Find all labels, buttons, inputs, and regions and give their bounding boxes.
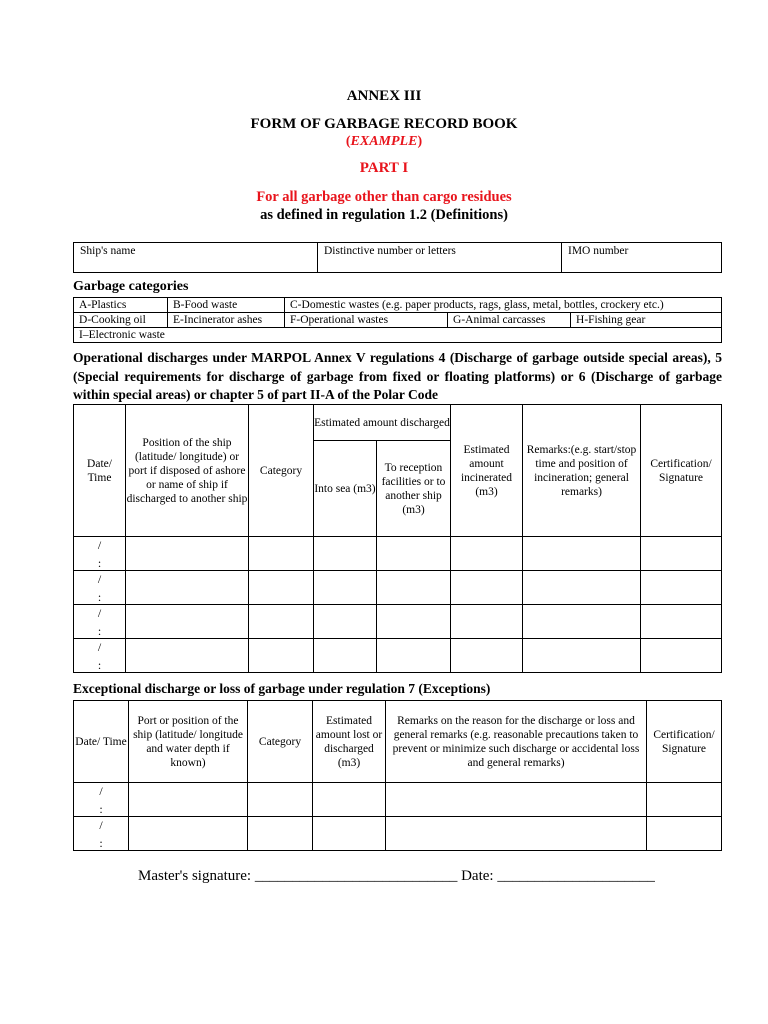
row-reception-cell[interactable] <box>377 537 451 571</box>
ex-col-remarks: Remarks on the reason for the discharge or loss and general remarks (e.g. reasonable precautions taken to prevent or minimize such discharge or accidental loss and general remarks) <box>386 701 647 783</box>
table-row <box>74 537 722 571</box>
subtitle-red: For all garbage other than cargo residues <box>256 189 512 205</box>
imo-number-field[interactable]: IMO number <box>562 243 722 273</box>
row-incinerated-cell[interactable] <box>451 571 523 605</box>
row-position-cell[interactable] <box>126 639 249 673</box>
table-row <box>74 571 722 605</box>
row-into-sea-cell[interactable] <box>314 639 377 673</box>
row-date-cell[interactable]: / : <box>74 817 129 851</box>
category-a: A-Plastics <box>74 298 168 313</box>
table-row <box>74 817 722 851</box>
row-position-cell[interactable] <box>126 537 249 571</box>
ship-name-field[interactable]: Ship's name <box>74 243 318 273</box>
date-field[interactable]: _____________________ <box>497 868 655 884</box>
row-certification-cell[interactable] <box>641 639 722 673</box>
date-label: Date: <box>461 868 494 884</box>
row-incinerated-cell[interactable] <box>451 537 523 571</box>
form-title: FORM OF GARBAGE RECORD BOOK <box>250 116 518 132</box>
op-col-certification: Certification/ Signature <box>641 405 722 537</box>
master-signature-field[interactable]: ___________________________ <box>254 868 458 884</box>
op-col-position: Position of the ship (latitude/ longitude) or port if disposed of ashore or name of ship if discharged to another ship <box>126 405 249 537</box>
row-amount-cell[interactable] <box>313 783 386 817</box>
ex-col-category: Category <box>248 701 313 783</box>
table-row <box>74 605 722 639</box>
row-remarks-cell[interactable] <box>386 783 647 817</box>
op-col-category: Category <box>249 405 314 537</box>
row-position-cell[interactable] <box>126 571 249 605</box>
row-category-cell[interactable] <box>249 537 314 571</box>
row-remarks-cell[interactable] <box>386 817 647 851</box>
row-certification-cell[interactable] <box>641 605 722 639</box>
example-note: (EXAMPLE) <box>345 134 423 149</box>
row-incinerated-cell[interactable] <box>451 605 523 639</box>
category-d: D-Cooking oil <box>74 313 168 328</box>
subtitle: as defined in regulation 1.2 (Definitions) <box>260 207 508 223</box>
table-row <box>74 783 722 817</box>
ex-col-position: Port or position of the ship (latitude/ longitude and water depth if known) <box>129 701 248 783</box>
row-remarks-cell[interactable] <box>523 537 641 571</box>
row-reception-cell[interactable] <box>377 605 451 639</box>
category-g: G-Animal carcasses <box>448 313 571 328</box>
row-position-cell[interactable] <box>126 605 249 639</box>
row-date-cell[interactable]: / : <box>74 571 126 605</box>
op-col-remarks: Remarks:(e.g. start/stop time and position of incineration; general remarks) <box>523 405 641 537</box>
row-date-cell[interactable]: / : <box>74 639 126 673</box>
category-h: H-Fishing gear <box>571 313 722 328</box>
row-date-cell[interactable]: / : <box>74 783 129 817</box>
row-position-cell[interactable] <box>129 817 248 851</box>
op-col-reception: To reception facilities or to another ship (m3) <box>377 441 451 537</box>
row-into-sea-cell[interactable] <box>314 571 377 605</box>
ex-col-date: Date/ Time <box>74 701 129 783</box>
row-certification-cell[interactable] <box>647 783 722 817</box>
signature-line <box>138 868 655 885</box>
garbage-categories-table <box>73 297 722 343</box>
ex-col-amount: Estimated amount lost or discharged (m3) <box>313 701 386 783</box>
ex-col-certification: Certification/ Signature <box>647 701 722 783</box>
category-e: E-Incinerator ashes <box>168 313 285 328</box>
row-remarks-cell[interactable] <box>523 639 641 673</box>
op-col-into-sea: Into sea (m3) <box>314 441 377 537</box>
exceptional-discharge-table <box>73 700 722 851</box>
row-category-cell[interactable] <box>249 639 314 673</box>
row-reception-cell[interactable] <box>377 571 451 605</box>
row-category-cell[interactable] <box>249 605 314 639</box>
row-certification-cell[interactable] <box>641 537 722 571</box>
row-date-cell[interactable]: / : <box>74 537 126 571</box>
row-category-cell[interactable] <box>249 571 314 605</box>
distinctive-number-field[interactable]: Distinctive number or letters <box>318 243 562 273</box>
master-signature-label: Master's signature: <box>138 868 252 884</box>
row-incinerated-cell[interactable] <box>451 639 523 673</box>
operational-discharges-heading: Operational discharges under MARPOL Annex V regulations 4 (Discharge of garbage outside special areas), 5 (Special requirements for discharge of garbage from fixed or floating platforms) or 6 (Discharge of garbage within special areas) or chapter 5 of part II-A of the Polar Code <box>73 350 722 402</box>
row-remarks-cell[interactable] <box>523 605 641 639</box>
garbage-categories-heading: Garbage categories <box>73 279 189 294</box>
row-certification-cell[interactable] <box>641 571 722 605</box>
exceptional-discharge-heading: Exceptional discharge or loss of garbage under regulation 7 (Exceptions) <box>73 681 491 696</box>
category-b: B-Food waste <box>168 298 285 313</box>
row-amount-cell[interactable] <box>313 817 386 851</box>
row-date-cell[interactable]: / : <box>74 605 126 639</box>
row-into-sea-cell[interactable] <box>314 537 377 571</box>
ship-info-table <box>73 242 722 273</box>
op-col-incinerated: Estimated amount incinerated (m3) <box>451 405 523 537</box>
row-position-cell[interactable] <box>129 783 248 817</box>
annex-title: ANNEX III <box>346 88 422 104</box>
op-col-date: Date/ Time <box>74 405 126 537</box>
part-title: PART I <box>359 160 409 176</box>
row-into-sea-cell[interactable] <box>314 605 377 639</box>
operational-discharges-table <box>73 404 722 673</box>
row-reception-cell[interactable] <box>377 639 451 673</box>
category-c: C-Domestic wastes (e.g. paper products, rags, glass, metal, bottles, crockery etc.) <box>285 298 722 313</box>
row-category-cell[interactable] <box>248 783 313 817</box>
row-certification-cell[interactable] <box>647 817 722 851</box>
category-i: I–Electronic waste <box>74 328 722 343</box>
row-remarks-cell[interactable] <box>523 571 641 605</box>
table-row <box>74 639 722 673</box>
row-category-cell[interactable] <box>248 817 313 851</box>
category-f: F-Operational wastes <box>285 313 448 328</box>
op-col-estimated-discharged: Estimated amount discharged <box>314 405 451 441</box>
